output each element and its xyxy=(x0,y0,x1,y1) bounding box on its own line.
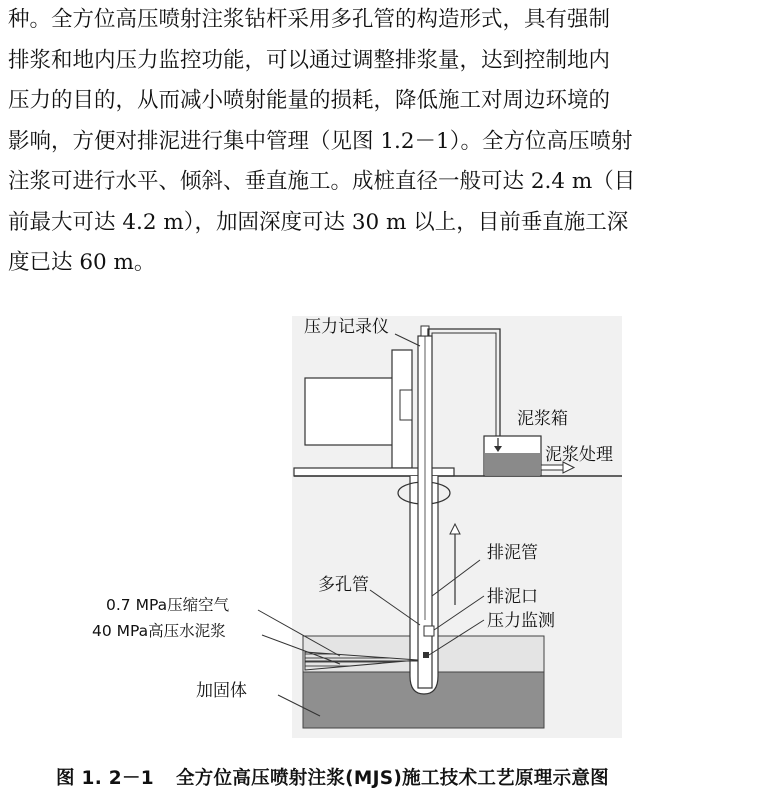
paragraph-line: 影响，方便对排泥进行集中管理（见图 1.2－1）。全方位高压喷射 xyxy=(8,128,633,154)
label-mud-outlet: 排泥口 xyxy=(487,587,538,607)
pressure-sensor xyxy=(423,652,429,658)
label-pressure-recorder: 压力记录仪 xyxy=(304,317,389,337)
caption-title: 全方位高压喷射注浆(MJS)施工技术工艺原理示意图 xyxy=(175,768,609,789)
label-mud-tank: 泥浆箱 xyxy=(517,409,568,429)
mud-outlet-pipe xyxy=(541,465,563,470)
label-mud-pipe: 排泥管 xyxy=(487,543,538,563)
label-mud-treatment: 泥浆处理 xyxy=(545,445,613,465)
paragraph-line: 种。全方位高压喷射注浆钻杆采用多孔管的构造形式，具有强制 xyxy=(8,7,611,32)
paragraph-line: 度已达 60 m。 xyxy=(8,250,156,275)
paragraph-line: 前最大可达 4.2 m），加固深度可达 30 m 以上，目前垂直施工深 xyxy=(8,209,629,235)
figure-caption xyxy=(56,764,609,790)
paragraph-line: 注浆可进行水平、倾斜、垂直施工。成桩直径一般可达 2.4 m（目 xyxy=(8,169,636,194)
rig-plate xyxy=(400,390,412,420)
paragraph-line: 排浆和地内压力监控功能，可以通过调整排浆量，达到控制地内 xyxy=(8,47,611,73)
mud-outlet xyxy=(424,626,434,636)
label-compressed-air: 0.7 MPa压缩空气 xyxy=(106,596,230,614)
paragraph-line: 压力的目的，从而减小喷射能量的损耗，降低施工对周边环境的 xyxy=(8,88,611,113)
label-pressure-monitor: 压力监测 xyxy=(487,611,555,631)
label-reinforced-body: 加固体 xyxy=(196,681,247,701)
label-high-pressure-grout: 40 MPa高压水泥浆 xyxy=(92,622,226,640)
mud-tank-fill xyxy=(485,453,540,475)
caption-number: 图 1. 2－1 xyxy=(56,768,154,789)
rig-body xyxy=(305,378,400,445)
label-porous-pipe: 多孔管 xyxy=(318,575,369,595)
